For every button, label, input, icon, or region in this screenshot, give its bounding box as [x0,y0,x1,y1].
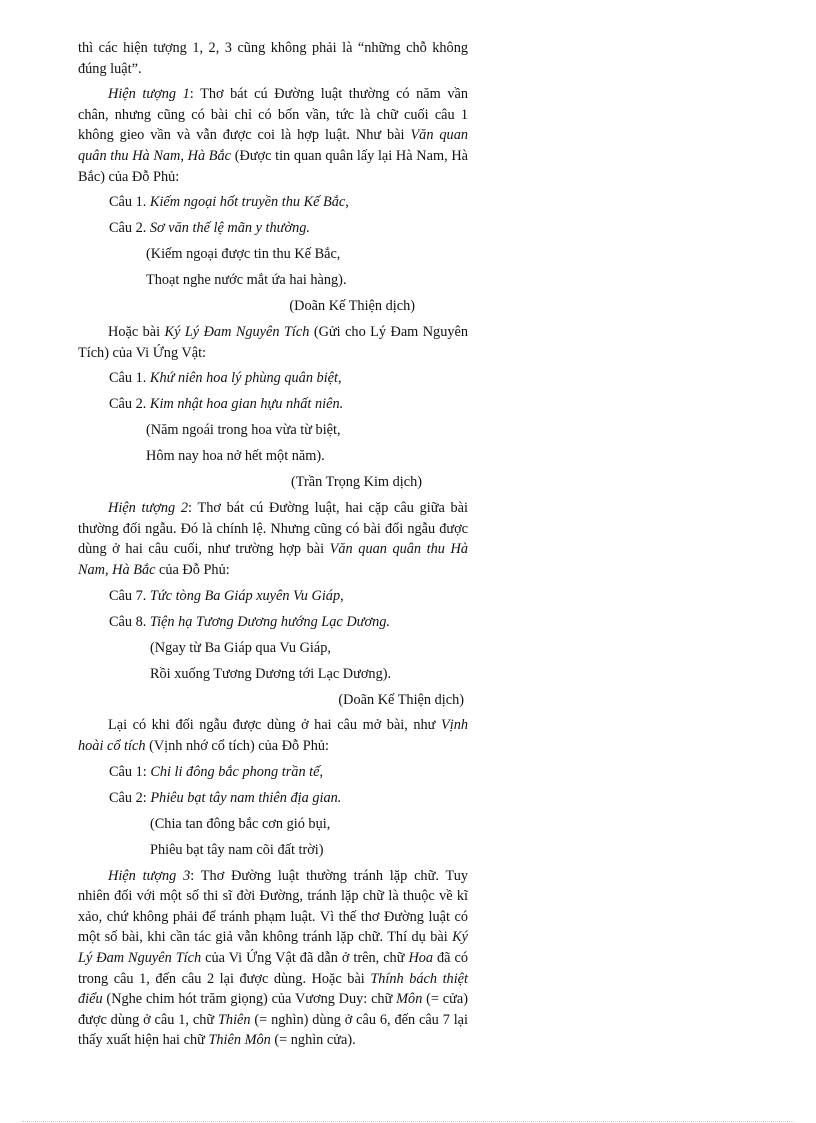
translation-credit: (Doãn Kế Thiện dịch) [289,298,415,315]
translation-line: Thoạt nghe nước mắt ứa hai hàng). [146,272,347,289]
verse-line: Câu 1. Kiếm ngoại hốt truyền thu Kế Bắc, [109,194,349,211]
verse-line: Câu 1: Chi li đông bắc phong trần tế, [109,763,324,780]
poem-title: Thính bách thiệt điểu [78,970,468,1008]
poem-title: Văn quan quân thu Hà Nam, Hà Bắc [78,127,469,164]
translation-line: (Ngay từ Ba Giáp qua Vu Giáp, [150,639,331,656]
verse-line: Câu 7. Tức tòng Ba Giáp xuyên Vu Giáp, [109,587,344,604]
verse-line: Câu 8. Tiện hạ Tương Dương hướng Lạc Dương. [109,613,390,630]
paragraph-example-4: Lại có khi đối ngẫu được dùng ở hai câu mở bài, như Vịnh hoài cổ tích (Vịnh nhớ cổ tích) của Đỗ Phủ: [78,717,468,755]
translation-line: Phiêu bạt tây nam cõi đất trời) [150,841,324,858]
poem-block-3 [78,586,468,711]
poem-block-1 [78,192,468,317]
verse-line: Câu 2: Phiêu bạt tây nam thiên địa gian. [109,789,342,806]
translation-line: (Chia tan đông bắc cơn gió bụi, [150,815,331,832]
poem-block-2 [78,368,468,493]
verse-line: Câu 2. Sơ văn thế lệ mãn y thường. [109,220,310,237]
paragraph-intro: thì các hiện tượng 1, 2, 3 cũng không phải là “những chỗ không đúng luật”. [78,40,468,77]
translation-line: (Kiếm ngoại được tin thu Kế Bắc, [146,246,341,263]
poem-title: Vịnh hoài cổ tích [78,717,468,755]
translation-line: (Năm ngoái trong hoa vừa từ biệt, [146,422,341,439]
phenomenon-label: Hiện tượng 3 [108,867,191,884]
paragraph-phenomenon-1: Hiện tượng 1: Thơ bát cú Đường luật thường có năm vần chân, nhưng cũng có bài chỉ có bốn vần, tức là chữ cuối câu 1 không gieo vần và vẫn được coi là hợp luật. Như bài Văn quan quân thu Hà Nam, Hà Bắc (Được tin quan quân lấy lại Hà Nam, Hà Bắc) của Đỗ Phủ: [78,86,469,185]
phenomenon-label: Hiện tượng 1 [108,86,190,103]
page-bottom-border [22,1121,794,1122]
poem-title: Ký Lý Đam Nguyên Tích [164,324,310,341]
document-page [78,38,468,1056]
verse-line: Câu 1. Khứ niên hoa lý phùng quân biệt, [109,370,342,387]
poem-title: Văn quan quân thu Hà Nam, Hà Bắc [78,541,468,578]
paragraph-phenomenon-3: Hiện tượng 3: Thơ Đường luật thường tránh lặp chữ. Tuy nhiên đối với một số thi sĩ đời Đường, tránh lặp chữ là thuộc về kĩ xảo, chứ không phải để tránh phạm luật. Vì thế thơ Đường luật có một số bài, khi cần tác giả vẫn không tránh lặp chữ. Thí dụ bài Ký Lý Đam Nguyên Tích của Vi Ứng Vật đã dẫn ở trên, chữ Hoa đã có trong câu 1, đến câu 2 lại được dùng. Hoặc bài Thính bách thiệt điểu (Nghe chim hót trăm giọng) của Vương Duy: chữ Môn (= cửa) được dùng ở câu 1, chữ Thiên (= nghìn) dùng ở câu 6, đến câu 7 lại thấy xuất hiện hai chữ Thiên Môn (= nghìn cửa). [78,867,469,1049]
paragraph-phenomenon-2: Hiện tượng 2: Thơ bát cú Đường luật, hai cặp câu giữa bài thường đối ngẫu. Đó là chính lệ. Nhưng cũng có bài đối ngẫu được dùng ở hai câu cuối, như trường hợp bài Văn quan quân thu Hà Nam, Hà Bắc của Đỗ Phủ: [78,500,468,578]
translation-line: Rồi xuống Tương Dương tới Lạc Dương). [150,665,392,682]
translation-line: Hôm nay hoa nở hết một năm). [146,448,325,465]
poem-block-4 [78,762,468,861]
poem-title: Ký Lý Đam Nguyên Tích [78,929,468,966]
paragraph-example-2: Hoặc bài Ký Lý Đam Nguyên Tích (Gửi cho Lý Đam Nguyên Tích) của Vi Ứng Vật: [78,324,469,361]
phenomenon-label: Hiện tượng 2 [108,500,189,517]
translation-credit: (Trần Trọng Kim dịch) [291,474,422,491]
verse-line: Câu 2. Kim nhật hoa gian hựu nhất niên. [109,396,344,413]
translation-credit: (Doãn Kế Thiện dịch) [338,691,464,708]
